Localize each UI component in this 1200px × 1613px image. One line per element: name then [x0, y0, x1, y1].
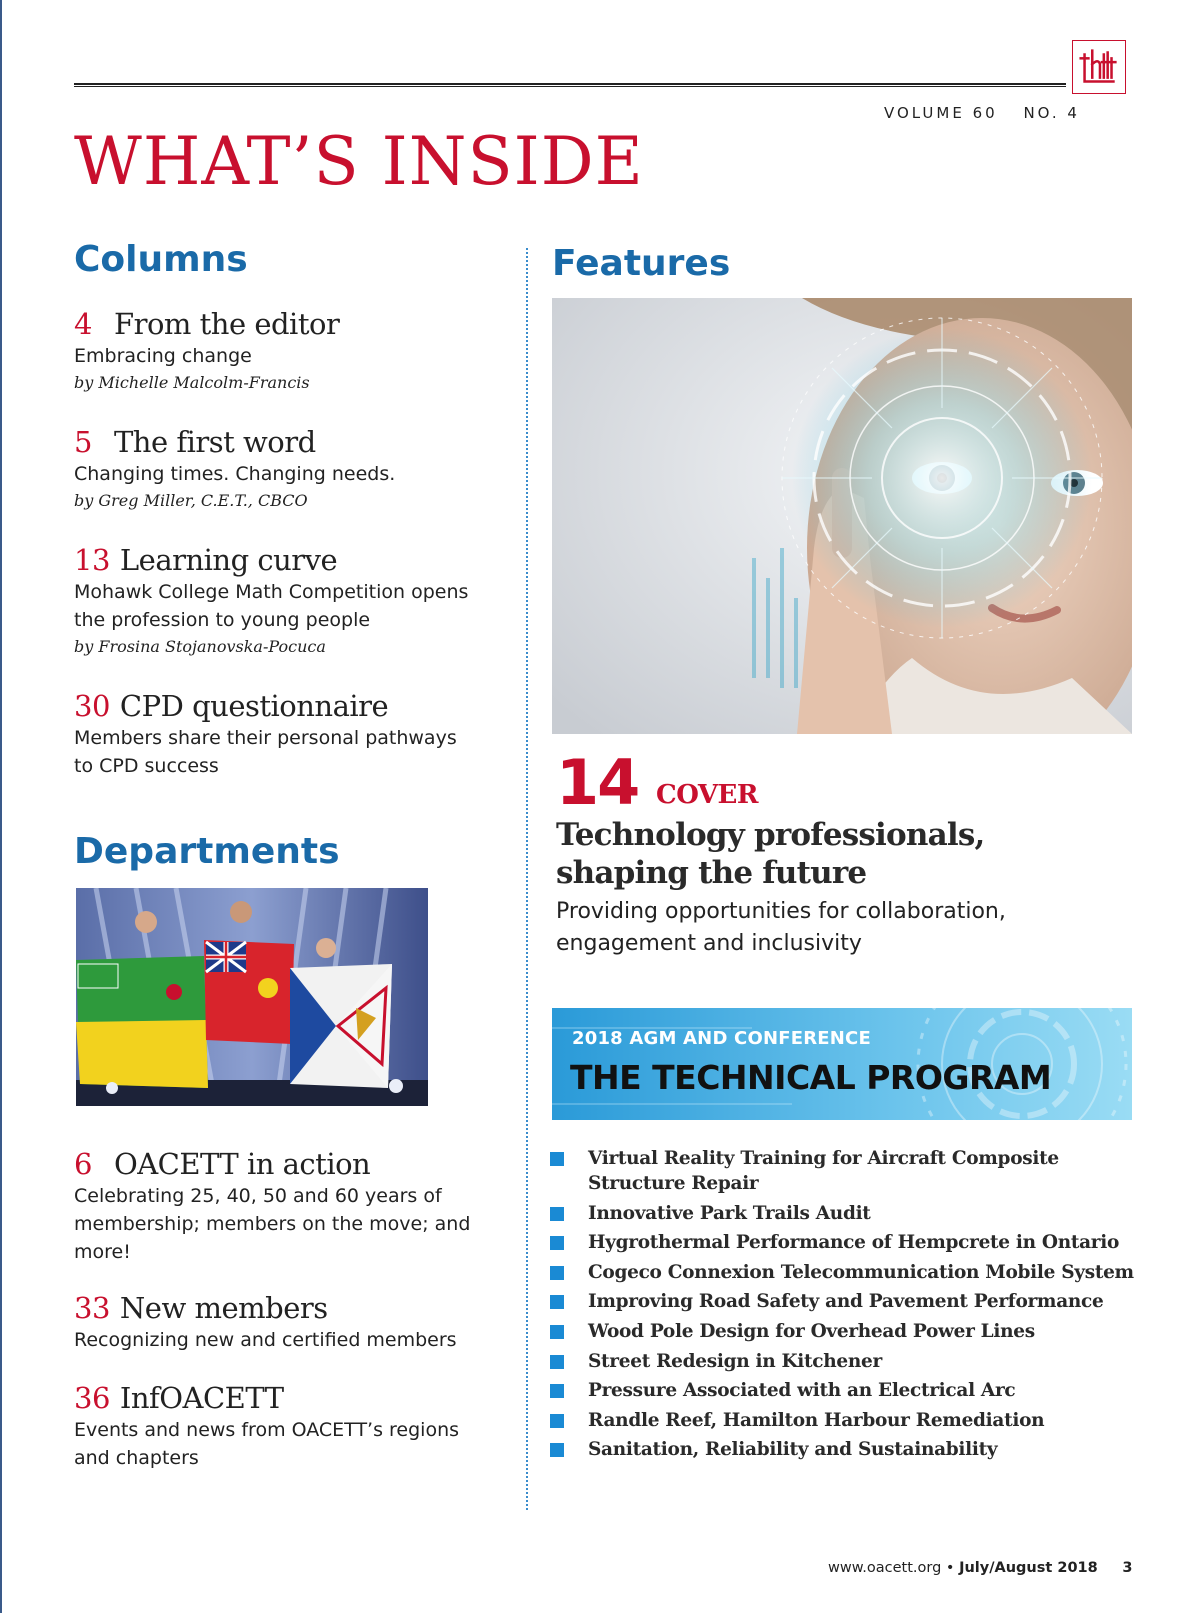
entry-byline: by Greg Miller, C.E.T., CBCO	[74, 491, 308, 510]
entry-heading: Learning curve	[119, 543, 338, 577]
features-heading: Features	[552, 243, 731, 284]
page-number: 13	[74, 543, 110, 577]
program-item-label: Wood Pole Design for Overhead Power Lines	[588, 1320, 1035, 1342]
entry-title	[74, 1146, 474, 1182]
column-entry-cpd[interactable]	[74, 688, 474, 780]
page-number: 4	[74, 307, 92, 341]
banner-conference-label: 2018 AGM AND CONFERENCE	[572, 1028, 871, 1049]
list-item[interactable]	[550, 1201, 1140, 1226]
entry-subtitle: Changing times. Changing needs.	[74, 463, 396, 485]
square-bullet-icon	[550, 1236, 564, 1250]
program-item-label: Pressure Associated with an Electrical Arc	[588, 1380, 1016, 1402]
cover-feature-photo[interactable]	[552, 298, 1132, 734]
square-bullet-icon	[550, 1355, 564, 1369]
entry-subtitle: Celebrating 25, 40, 50 and 60 years of membership; members on the move; and more!	[74, 1185, 471, 1263]
entry-heading: OACETT in action	[113, 1147, 371, 1181]
entry-subtitle: Mohawk College Math Competition opens the profession to young people	[74, 581, 469, 631]
header-rule	[74, 83, 1066, 87]
page-edge	[0, 0, 2, 1613]
entry-byline: by Michelle Malcolm-Francis	[74, 373, 310, 392]
entry-subtitle: Members share their personal pathways to CPD success	[74, 727, 457, 777]
entry-heading: From the editor	[113, 307, 340, 341]
list-item[interactable]	[550, 1349, 1140, 1374]
banner-program-title: THE TECHNICAL PROGRAM	[570, 1058, 1052, 1097]
oacett-logo-icon	[1072, 40, 1126, 94]
issue-volume	[884, 104, 1080, 122]
entry-title	[74, 1290, 474, 1326]
list-item[interactable]	[550, 1408, 1140, 1433]
entry-title	[74, 542, 474, 578]
list-item[interactable]	[550, 1230, 1140, 1255]
page-number: 6	[74, 1147, 92, 1181]
entry-subtitle: Embracing change	[74, 345, 252, 367]
footer-url[interactable]: www.oacett.org	[828, 1560, 942, 1576]
entry-byline: by Frosina Stojanovska-Pocuca	[74, 637, 326, 656]
square-bullet-icon	[550, 1325, 564, 1339]
square-bullet-icon	[550, 1152, 564, 1166]
square-bullet-icon	[550, 1295, 564, 1309]
cover-page-number: 14	[556, 746, 639, 819]
entry-title	[74, 306, 474, 342]
list-item[interactable]	[550, 1437, 1140, 1462]
entry-heading: The first word	[113, 425, 316, 459]
department-entry-oacett-action[interactable]	[74, 1146, 474, 1266]
program-item-label: Improving Road Safety and Pavement Performance	[588, 1291, 1104, 1313]
columns-heading: Columns	[74, 239, 248, 280]
column-entry-learning-curve[interactable]	[74, 542, 474, 660]
footer-issue: July/August 2018	[959, 1560, 1098, 1576]
list-item[interactable]	[550, 1260, 1140, 1285]
entry-heading: CPD questionnaire	[119, 689, 389, 723]
program-item-label: Randle Reef, Hamilton Harbour Remediation	[588, 1409, 1045, 1431]
issue-number: NO. 4	[1023, 104, 1080, 122]
program-item-label: Street Redesign in Kitchener	[588, 1350, 882, 1372]
technical-program-list	[550, 1146, 1140, 1467]
list-item[interactable]	[550, 1319, 1140, 1344]
square-bullet-icon	[550, 1266, 564, 1280]
volume-label: VOLUME 60	[884, 104, 998, 122]
page-number: 36	[74, 1381, 110, 1415]
cover-label: COVER	[656, 780, 758, 810]
footer-page-number: 3	[1122, 1560, 1133, 1576]
entry-heading: New members	[119, 1291, 328, 1325]
program-item-label: Cogeco Connexion Telecommunication Mobile System	[588, 1261, 1134, 1283]
cover-story-title[interactable]: Technology professionals, shaping the future	[556, 817, 985, 891]
departments-heading: Departments	[74, 831, 340, 872]
column-divider	[526, 248, 528, 1510]
entry-title	[74, 1380, 474, 1416]
page-number: 33	[74, 1291, 110, 1325]
departments-photo	[76, 888, 428, 1106]
program-item-label: Virtual Reality Training for Aircraft Composite Structure Repair	[588, 1148, 1059, 1194]
entry-heading: InfOACETT	[119, 1381, 284, 1415]
page-number: 5	[74, 425, 92, 459]
program-item-label: Sanitation, Reliability and Sustainability	[588, 1439, 998, 1461]
department-entry-infoacett[interactable]	[74, 1380, 474, 1472]
entry-subtitle: Recognizing new and certified members	[74, 1329, 457, 1351]
column-entry-first-word[interactable]	[74, 424, 474, 514]
entry-subtitle: Events and news from OACETT’s regions and chapters	[74, 1419, 460, 1469]
column-entry-editor[interactable]	[74, 306, 474, 396]
footer-separator: •	[945, 1560, 955, 1576]
department-entry-new-members[interactable]	[74, 1290, 474, 1354]
entry-title	[74, 424, 474, 460]
entry-title	[74, 688, 474, 724]
cover-story-subtitle: Providing opportunities for collaboration, engagement and inclusivity	[556, 899, 1006, 956]
page-title: WHAT’S INSIDE	[74, 123, 644, 200]
square-bullet-icon	[550, 1384, 564, 1398]
page-number: 30	[74, 689, 110, 723]
square-bullet-icon	[550, 1414, 564, 1428]
square-bullet-icon	[550, 1443, 564, 1457]
list-item[interactable]	[550, 1378, 1140, 1403]
list-item[interactable]	[550, 1146, 1140, 1196]
page-footer	[828, 1560, 1132, 1576]
square-bullet-icon	[550, 1207, 564, 1221]
list-item[interactable]	[550, 1289, 1140, 1314]
program-item-label: Hygrothermal Performance of Hempcrete in Ontario	[588, 1232, 1120, 1254]
technical-program-banner	[552, 1008, 1132, 1120]
program-item-label: Innovative Park Trails Audit	[588, 1202, 871, 1224]
